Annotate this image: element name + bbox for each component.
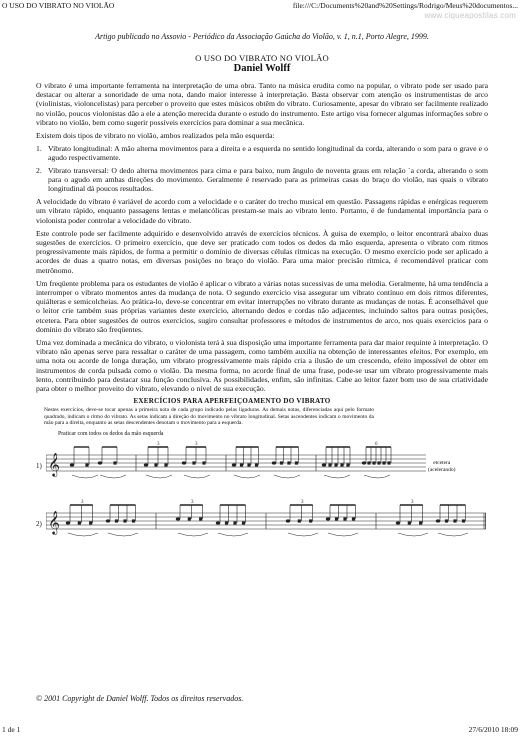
square-note [408, 522, 411, 525]
header-page-title: O USO DO VIBRATO NO VIOLÃO [2, 1, 115, 10]
square-note [192, 462, 195, 465]
square-note [328, 464, 331, 467]
note-head [144, 464, 148, 467]
square-note [280, 462, 283, 465]
tuplet-number: 3 [191, 500, 194, 506]
square-note [240, 464, 243, 467]
slur [178, 533, 208, 536]
exercise-1-staff [46, 441, 426, 487]
tuplet-number: 3 [157, 442, 160, 448]
note-head [106, 520, 110, 523]
square-note [85, 464, 88, 467]
exercise-instruction: Praticar com todos os dedos da mão esquerda [58, 431, 164, 438]
square-note [247, 464, 250, 467]
article-title: O USO DO VIBRATO NO VIOLÃO [195, 53, 329, 63]
square-note [340, 464, 343, 467]
note-head [70, 464, 74, 467]
article-author: Daniel Wolff [233, 63, 291, 74]
footer-timestamp: 27/6/2010 18:09 [468, 725, 518, 734]
slur [108, 533, 138, 536]
list-item: 2. Vibrato transversal: O dedo alterna movimentos para cima e para baixo, num ângulo de noventa graus em relação `a corda, alterando o som para o agudo em ambas direções do movimento. Geralmente é reservado para as primeiras casas do braço do violão, nas quais o vibrato longitudinal dá poucos resultados. [36, 165, 488, 194]
square-note [188, 518, 191, 521]
exercise-sheet [36, 397, 488, 545]
tuplet-number: 6 [375, 442, 378, 448]
square-note [199, 518, 202, 521]
square-note [164, 464, 167, 467]
browser-header [2, 1, 518, 10]
tuplet-number: 3 [411, 500, 414, 506]
square-note [132, 520, 135, 523]
exercise-2-staff [46, 497, 486, 543]
vibrato-types-list [36, 144, 488, 193]
square-note [233, 522, 236, 525]
paragraph-control: Este controle pode ser facilmente adquirido e desenvolvido através de exercícios técnicos. À guisa de exemplo, o leitor encontrará abaixo duas sugestões de exercícios. O primeiro exercício, que deve ser praticado com todos os dedos da mão esquerda, apresenta o vibrato com ritmos progressivamente mais rápidos, de forma a permitir o domínio de diversas células rítmicas na execução. O mesmo exercício pode ser aplicado a acordes de duas a quatro notas, em diversas posições no braço do violão. Para uma maior precisão rítmica, é recomendável praticar com metrônomo. [36, 228, 488, 275]
square-note [343, 518, 346, 521]
square-note [462, 520, 465, 523]
note-head [326, 518, 330, 521]
square-note [123, 520, 126, 523]
square-note [287, 462, 290, 465]
slur [274, 475, 300, 478]
note-head [216, 522, 220, 525]
footer-page-count: 1 de 1 [2, 725, 21, 734]
exercise-note: Nestes exercícios, deve-se tocar apenas a primeira nota de cada grupo indicado pelas ligaduras. As demais notas, diferenciadas aqui pelo formato quadrado, indicam o ritmo do vibrato. As setas indicam a direção do movimento no vibrato longitudinal. Setas ascendentes indicam o movimento da mão para a direita, enquanto as setas descendentes denotam o movimento para a esquerda. [44, 407, 374, 427]
slur [364, 475, 390, 478]
slur [146, 475, 172, 478]
square-note [387, 462, 390, 465]
tuplet-number: 3 [301, 500, 304, 506]
treble-clef-icon: 𝄞 [48, 510, 60, 535]
note-head [272, 462, 276, 465]
exercise-1-annotation: etcetera (acelerando) [428, 460, 456, 473]
square-note [352, 518, 355, 521]
note-head [362, 462, 366, 465]
square-note [419, 522, 422, 525]
article-citation: Artigo publicado no Assovio - Periódico da Associação Gaúcha do Violão, v. 1, n.1, Porto Alegre, 1999. [95, 32, 429, 41]
note-head [436, 520, 440, 523]
paragraph-types-intro: Existem dois tipos de vibrato no violão, ambos realizados pela mão esquerda: [36, 131, 275, 141]
slur [184, 475, 210, 478]
tuplet-number: 3 [195, 442, 198, 448]
slur [328, 533, 358, 536]
slur [72, 475, 98, 478]
note-head [286, 520, 290, 523]
note-head [322, 464, 326, 467]
slur [68, 533, 98, 536]
slur [218, 533, 248, 536]
square-note [453, 520, 456, 523]
square-note [202, 462, 205, 465]
paragraph-conclusion: Uma vez dominada a mecânica do vibrato, o violonista terá à sua disposição uma importante ferramenta para dar maior requinte à interpretação. O vibrato não apenas serve para ressaltar o caráter de uma passagem, como também auxilia na obtenção de interessantes efeitos. Por exemplo, em uma nota ou acorde de longa duração, um vibrato progressivamente mais rápido cria a ilusão de um crescendo, efeito impossível de obter em instrumentos de corda pulsada como o violão. Da mesma forma, no acorde final de uma frase, pode-se usar um vibrato progressivamente mais lento, contribuindo para destacar sua função conclusiva. As possibilidades, enfim, são infinitas. Cabe ao leitor fazer bom uso de sua criatividade para obter o melhor proveito do vibrato, elevando o nível de sua execução. [36, 338, 488, 394]
slur [234, 475, 260, 478]
slur [438, 533, 468, 536]
square-note [335, 518, 338, 521]
note-head [66, 522, 70, 525]
square-note [89, 522, 92, 525]
square-note [445, 520, 448, 523]
square-note [242, 522, 245, 525]
square-note [382, 462, 385, 465]
note-head [232, 464, 236, 467]
list-item: 1. Vibrato longitudinal: A mão alterna movimentos para a direita e a esquerda no sentido longitudinal da corda, alterando o som para o grave e o agudo respectivamente. [36, 144, 488, 163]
square-note [225, 522, 228, 525]
paragraph-problem: Um freqüente problema para os estudantes de violão é aplicar o vibrato a várias notas sucessivas de uma melodia. Geralmente, há uma tendência a interromper o vibrato momentos antes da mudança de nota. O segundo exercício visa assegurar um vibrato contínuo em dois ritmos diferentes, quiálteras e semicolcheias. Ao prática-lo, deve-se concentrar em evitar interrupções no vibrato durante as mudanças de notas. É aconselhável que o leitor crie também suas próprias variantes deste exercício, alternando dedos e cordas não adjacentes, incluindo saltos para outras posições, etcetera. Para obter sugestões de outros exercícios, sugiro consultar professores e métodos de instrumentos de arco, nos quais exercícios para o domínio do vibrato são freqüentes. [36, 278, 488, 334]
copyright-notice: © 2001 Copyright de Daniel Wolff. Todos os direitos reservados. [36, 694, 244, 703]
slur [398, 533, 428, 536]
square-note [334, 464, 337, 467]
slur [100, 475, 126, 478]
square-note [295, 462, 298, 465]
article-body [36, 32, 488, 545]
square-note [372, 462, 375, 465]
square-note [298, 520, 301, 523]
exercise-title: EXERCÍCIOS PARA APERFEIÇOAMENTO DO VIBRATO [133, 397, 331, 406]
square-note [113, 462, 116, 465]
square-note [367, 462, 370, 465]
browser-footer [2, 725, 518, 734]
exercise-1-label: 1) [36, 462, 42, 471]
note-head [396, 522, 400, 525]
paragraph-intro: O vibrato é uma importante ferramenta na interpretação de uma obra. Tanto na música erudita como na popular, o vibrato pode ser usado para destacar ou alterar a sonoridade de uma nota, dando maior interesse à interpretação. Basta observar com atenção os instrumentistas de arco (violinistas, violoncelistas) para perceber o proveito que estes músicos obtêm do vibrato. Curiosamente, apesar do vibrato ser facilmente realizado no violão, poucos violonistas dão a ele a atenção merecida durante o estudo do instrumento. Este artigo visa fornecer algumas informações sobre o vibrato no violão, bem como sugerir possíveis exercícios para dominar a sua mecânica. [36, 81, 488, 127]
header-file-url: file:///C:/Documents%20and%20Settings/Rodrigo/Meus%20documentos... [292, 1, 518, 10]
note-head [182, 462, 186, 465]
square-note [154, 464, 157, 467]
watermark: www.ciqueapostilas.com [424, 11, 516, 20]
note-head [98, 462, 102, 465]
square-note [377, 462, 380, 465]
square-note [78, 522, 81, 525]
paragraph-speed: A velocidade do vibrato é variável de acordo com a velocidade e o caráter do trecho musical em questão. Passagens rápidas e enérgicas requerem um vibrato rápido, enquanto passagens lentas e melancólicas prestam-se mais ao vibrato lento. Portanto, é de fundamental importância para o violonista poder controlar a velocidade do vibrato. [36, 197, 488, 225]
square-note [309, 520, 312, 523]
slur [324, 475, 350, 478]
note-head [176, 518, 180, 521]
exercise-2-label: 2) [36, 520, 42, 529]
square-note [255, 464, 258, 467]
treble-clef-icon: 𝄞 [48, 452, 60, 477]
square-note [346, 464, 349, 467]
slur [288, 533, 318, 536]
square-note [115, 520, 118, 523]
tuplet-number: 3 [81, 500, 84, 506]
